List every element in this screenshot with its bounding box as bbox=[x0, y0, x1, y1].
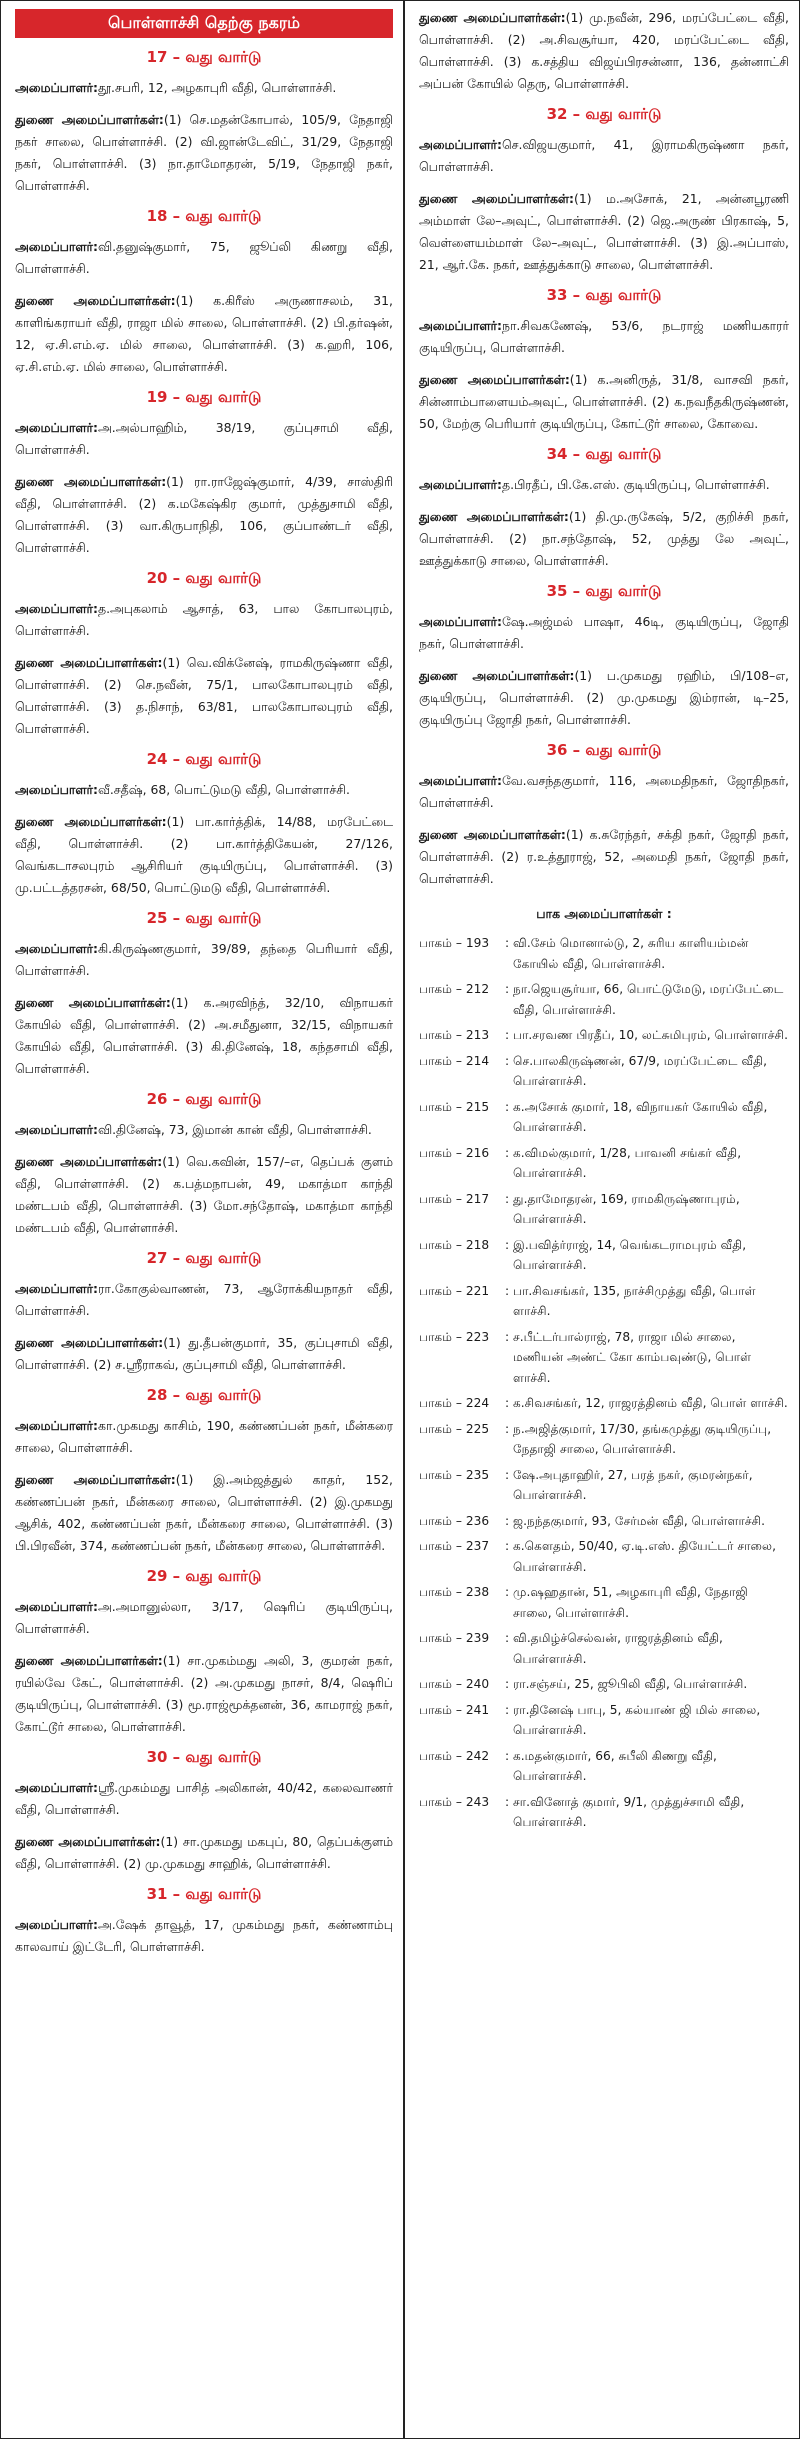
booth-colon: : bbox=[504, 1467, 510, 1482]
deputies-text: (1) சா.முகமது மகபுப், 80, தெப்பக்குளம் வீதி, பொள்ளாச்சி. (2) மு.முகமது சாஹிக், பொள்ளாச்சி. bbox=[15, 1834, 393, 1871]
ward-organizer bbox=[419, 315, 789, 359]
deputies-label: துணை அமைப்பாளர்கள்: bbox=[419, 509, 569, 524]
booth-row bbox=[419, 1393, 789, 1414]
ward-deputies bbox=[15, 811, 393, 899]
booth-number: பாகம் – 221 bbox=[419, 1283, 490, 1298]
deputies-text: (1) வெ.விக்னேஷ், ராமகிருஷ்ணா வீதி, பொள்ளாச்சி. (2) செ.நவீன், 75/1, பாலகோபாலபுரம் வீதி, பொள்ளாச்சி. (3) த.நிசாந், 63/81, பாலகோபாலபுரம் வீதி, பொள்ளாச்சி. bbox=[15, 655, 393, 736]
ward-heading: 31 – வது வார்டு bbox=[146, 1885, 262, 1903]
deputies-label: துணை அமைப்பாளர்கள்: bbox=[15, 995, 171, 1010]
booth-row bbox=[419, 933, 789, 974]
booth-organizer-text: து.தாமோதரன், 169, ராமகிருஷ்ணாபுரம், பொள்ளாச்சி. bbox=[513, 1191, 740, 1226]
deputies-text: (1) து.தீபன்குமார், 35, குப்புசாமி வீதி, பொள்ளாச்சி. (2) ச.ஸ்ரீராகவ், குப்புசாமி வீதி, பொள்ளாச்சி. bbox=[15, 1335, 393, 1372]
ward-organizer bbox=[15, 779, 393, 801]
organizer-label: அமைப்பாளர்: bbox=[15, 601, 98, 616]
ward-heading: 25 – வது வார்டு bbox=[146, 909, 262, 927]
booth-row bbox=[419, 1674, 789, 1695]
booth-row bbox=[419, 1189, 789, 1230]
ward-organizer bbox=[15, 417, 393, 461]
deputies-text: (1) செ.மதன்கோபால், 105/9, நேதாஜி நகர் சாலை, பொள்ளாச்சி. (2) வி.ஜான்டேவிட், 31/29, நேதாஜி நகர், பொள்ளாச்சி. (3) நா.தாமோதரன், 5/19, நேதாஜி நகர், பொள்ளாச்சி. bbox=[15, 112, 393, 193]
organizer-label: அமைப்பாளர்: bbox=[419, 137, 502, 152]
ward-organizer bbox=[15, 1596, 393, 1640]
ward-organizer bbox=[15, 938, 393, 982]
ward-deputies bbox=[419, 506, 789, 572]
booth-colon: : bbox=[504, 1028, 510, 1042]
ward-heading: 28 – வது வார்டு bbox=[146, 1386, 262, 1404]
organizer-label: அமைப்பாளர்: bbox=[15, 782, 98, 797]
ward-deputies bbox=[419, 369, 789, 435]
booth-colon: : bbox=[504, 1631, 510, 1645]
deputies-text: (1) க.கிரீஸ் அருணாசலம், 31, காளிங்கராயர் வீதி, ராஜா மில் சாலை, பொள்ளாச்சி. (2) பி.தர்ஷன், 12, ஏ.சி.எம்.ஏ. மில் சாலை, பொள்ளாச்சி. (3) க.ஹரி, 106, ஏ.சி.எம்.ஏ. மில் சாலை, பொள்ளாச்சி. bbox=[15, 293, 393, 374]
booth-colon: : bbox=[504, 1053, 510, 1068]
deputies-text: (1) ப.முகமது ரஹிம், பி/108–எ, குடியிருப்பு, பொள்ளாச்சி. (2) மு.முகமது இம்ரான், டி–25, குடியிருப்பு ஜோதி நகர், பொள்ளாச்சி. bbox=[419, 668, 789, 727]
booth-organizer-text: சா.வினோத் குமார், 9/1, முத்துச்சாமி வீதி, பொள்ளாச்சி. bbox=[513, 1794, 745, 1829]
ward-deputies bbox=[419, 188, 789, 276]
booth-organizer-text: பா.சிவசங்கர், 135, நாச்சிமுத்து வீதி, பொள் ளாச்சி. bbox=[513, 1283, 756, 1318]
organizer-text: ஷே.அஜ்மல் பாஷா, 46டி, குடியிருப்பு, ஜோதி நகர், பொள்ளாச்சி. bbox=[419, 614, 789, 651]
booth-organizer-text: ச.பீட்டர்பால்ராஜ், 78, ராஜா மில் சாலை, மணியன் அண்ட் கோ காம்பவுண்டு, பொள் ளாச்சி. bbox=[513, 1329, 752, 1385]
booth-colon: : bbox=[504, 1099, 510, 1114]
organizer-label: அமைப்பாளர்: bbox=[15, 1917, 98, 1932]
organizer-text: த.அபுகலாம் ஆசாத், 63, பால கோபாலபுரம், பொள்ளாச்சி. bbox=[15, 601, 393, 638]
ward-31-deputies bbox=[419, 7, 789, 95]
booth-number: பாகம் – 236 bbox=[419, 1513, 490, 1528]
booth-row bbox=[419, 1143, 789, 1184]
booth-organizer-text: பா.சரவண பிரதீப், 10, லட்சுமிபுரம், பொள்ளாச்சி. bbox=[513, 1028, 788, 1042]
booth-organizer-text: நா.ஜெயசூர்யா, 66, பொட்டுமேடு, மரப்பேட்டை வீதி, பொள்ளாச்சி. bbox=[513, 982, 784, 1017]
booth-number: பாகம் – 237 bbox=[419, 1539, 490, 1553]
ward-deputies bbox=[15, 471, 393, 559]
ward-deputies bbox=[15, 652, 393, 740]
booth-organizer-text: வி.தமிழ்ச்செல்வன், ராஜரத்தினம் வீதி, பொள்ளாச்சி. bbox=[513, 1631, 723, 1666]
booth-organizer-text: ரா.சஞ்சய், 25, ஜூபிலி வீதி, பொள்ளாச்சி. bbox=[513, 1677, 748, 1691]
deputies-text: (1) இ.அம்ஜத்துல் காதர், 152, கண்ணப்பன் நகர், மீன்கரை சாலை, பொள்ளாச்சி. (2) இ.முகமது ஆசிக், 402, கண்ணப்பன் நகர், மீன்கரை சாலை, பொள்ளாச்சி. (3) பி.பிரவீன், 374, கண்ணப்பன் நகர், மீன்கரை சாலை, பொள்ளாச்சி. bbox=[15, 1472, 393, 1553]
ward-heading: 29 – வது வார்டு bbox=[146, 1567, 262, 1585]
booth-number: பாகம் – 218 bbox=[419, 1237, 490, 1252]
booth-row bbox=[419, 1628, 789, 1669]
booth-organizer-text: க.அசோக் குமார், 18, விநாயகர் கோயில் வீதி, பொள்ளாச்சி. bbox=[513, 1099, 768, 1134]
booth-row bbox=[419, 1097, 789, 1138]
booth-colon: : bbox=[504, 1421, 510, 1436]
booth-number: பாகம் – 213 bbox=[419, 1028, 490, 1042]
organizer-label: அமைப்பாளர்: bbox=[15, 1122, 98, 1137]
organizer-text: நா.சிவகணேஷ், 53/6, நடராஜ் மணியகாரர் குடியிருப்பு, பொள்ளாச்சி. bbox=[419, 318, 789, 355]
booth-colon: : bbox=[504, 1585, 510, 1599]
booth-row bbox=[419, 1511, 789, 1532]
booth-colon: : bbox=[504, 1283, 510, 1298]
ward-heading: 27 – வது வார்டு bbox=[146, 1249, 262, 1267]
booth-colon: : bbox=[504, 1539, 510, 1553]
masthead-banner: பொள்ளாச்சி தெற்கு நகரம் bbox=[15, 9, 393, 38]
deputies-label: துணை அமைப்பாளர்கள்: bbox=[15, 474, 167, 489]
organizer-label: அமைப்பாளர்: bbox=[419, 318, 502, 333]
organizer-text: ஸ்ரீ.முகம்மது பாசித் அலிகான், 40/42, கலைவாணர் வீதி, பொள்ளாச்சி. bbox=[15, 1780, 393, 1817]
deputies-label: துணை அமைப்பாளர்கள்: bbox=[15, 293, 176, 308]
booth-colon: : bbox=[504, 1702, 510, 1717]
ward-organizer bbox=[15, 598, 393, 642]
organizer-label: அமைப்பாளர்: bbox=[419, 614, 502, 629]
booth-row bbox=[419, 1700, 789, 1741]
ward-organizer bbox=[15, 1777, 393, 1821]
deputies-text: (1) க.சுரேந்தர், சக்தி நகர், ஜோதி நகர், பொள்ளாச்சி. (2) ர.உத்தூராஜ், 52, அமைதி நகர், ஜோதி நகர், பொள்ளாச்சி. bbox=[419, 827, 789, 886]
booth-organizer-text: ந.அஜித்குமார், 17/30, தங்கமுத்து குடியிருப்பு, நேதாஜி சாலை, பொள்ளாச்சி. bbox=[513, 1421, 772, 1456]
booth-list bbox=[419, 933, 789, 1833]
booth-colon: : bbox=[504, 1513, 510, 1528]
deputies-label: துணை அமைப்பாளர்கள்: bbox=[419, 372, 570, 387]
booth-row bbox=[419, 1746, 789, 1787]
deputies-label: துணை அமைப்பாளர்கள்: bbox=[419, 191, 575, 206]
booth-row bbox=[419, 1419, 789, 1460]
ward-deputies bbox=[15, 992, 393, 1080]
ward-31-deputies-text: (1) மு.நவீன், 296, மரப்பேட்டை வீதி, பொள்ளாச்சி. (2) அ.சிவசூர்யா, 420, மரப்பேட்டை வீதி, பொள்ளாச்சி. (3) க.சத்திய விஜய்பிரசன்னா, 136, தன்னாட்சி அப்பன் கோயில் தெரு, பொள்ளாச்சி. bbox=[419, 10, 789, 91]
deputies-label: துணை அமைப்பாளர்கள்: bbox=[15, 1154, 163, 1169]
deputies-text: (1) ம.அசோக், 21, அன்னபூரணி அம்மாள் லே–அவுட், பொள்ளாச்சி. (2) ஜெ.அருண் பிரகாஷ், 5, வெள்ளையம்மாள் லே–அவுட், பொள்ளாச்சி. (3) இ.அப்பாஸ், 21, ஆர்.கே. நகர், ஊத்துக்காடு சாலை, பொள்ளாச்சி. bbox=[419, 191, 790, 272]
deputies-text: (1) பா.கார்த்திக், 14/88, மரபேட்டை வீதி, பொள்ளாச்சி. (2) பா.கார்த்திகேயன், 27/126, வெங்கடாசலபுரம் ஆசிரியர் குடியிருப்பு, பொள்ளாச்சி. (3) மு.பட்டத்தரசன், 68/50, பொட்டுமடு வீதி, பொள்ளாச்சி. bbox=[15, 814, 393, 895]
ward-organizer bbox=[15, 1914, 393, 1958]
booth-organizer-text: இ.பவித்ர்ராஜ், 14, வெங்கடராமபுரம் வீதி, பொள்ளாச்சி. bbox=[513, 1237, 747, 1272]
booth-colon: : bbox=[504, 936, 510, 950]
deputies-text: (1) சா.முகம்மது அலி, 3, குமரன் நகர், ரயில்வே கேட், பொள்ளாச்சி. (2) அ.முகமது நாசர், 8/4, ஷெரிப் குடியிருப்பு, பொள்ளாச்சி. (3) மூ.ராஜ்மூக்தனன், 36, காமராஜ் நகர், கோட்டூர் சாலை, பொள்ளாச்சி. bbox=[15, 1653, 393, 1734]
ward-deputies bbox=[15, 1650, 393, 1738]
booth-organizer-text: க.மதன்குமார், 66, சுபீலி கிணறு வீதி, பொள்ளாச்சி. bbox=[513, 1748, 717, 1783]
ward-deputies bbox=[419, 824, 789, 890]
ward-heading: 34 – வது வார்டு bbox=[546, 445, 662, 463]
booth-colon: : bbox=[504, 982, 510, 996]
organizer-label: அமைப்பாளர்: bbox=[15, 1418, 98, 1433]
ward-deputies bbox=[15, 1831, 393, 1875]
deputies-text: (1) க.அரவிந்த், 32/10, விநாயகர் கோயில் வீதி, பொள்ளாச்சி. (2) அ.சமீதுனா, 32/15, விநாயகர் கோயில் வீதி, பொள்ளாச்சி. (3) கி.தினேஷ், 18, கந்தசாமி வீதி, பொள்ளாச்சி. bbox=[15, 995, 393, 1076]
deputies-label: துணை அமைப்பாளர்கள்: bbox=[419, 668, 575, 683]
booth-number: பாகம் – 225 bbox=[419, 1421, 490, 1436]
booth-colon: : bbox=[504, 1396, 510, 1410]
booth-row bbox=[419, 1051, 789, 1092]
ward-heading: 36 – வது வார்டு bbox=[546, 741, 662, 759]
booth-organizer-text: ரா.தினேஷ் பாபு, 5, கல்யாண் ஜி மில் சாலை, பொள்ளாச்சி. bbox=[513, 1702, 761, 1737]
deputies-label: துணை அமைப்பாளர்கள்: bbox=[15, 655, 163, 670]
booth-number: பாகம் – 238 bbox=[419, 1585, 490, 1599]
deputies-text: (1) க.அனிருத், 31/8, வாசவி நகர், சின்னாம்பாளையம்அவுட், பொள்ளாச்சி. (2) க.நவநீதகிருஷ்ணன், 50, மேற்கு பெரியார் குடியிருப்பு, கோட்டூர் சாலை, கோவை. bbox=[419, 372, 789, 431]
organizer-text: த.பிரதீப், பி.கே.எஸ். குடியிருப்பு, பொள்ளாச்சி. bbox=[502, 477, 770, 492]
booth-row bbox=[419, 1327, 789, 1389]
deputies-label: துணை அமைப்பாளர்கள்: bbox=[15, 1653, 163, 1668]
ward-deputies bbox=[15, 1469, 393, 1557]
booth-number: பாகம் – 193 bbox=[419, 936, 490, 950]
organizer-text: வே.வசந்தகுமார், 116, அமைதிநகர், ஜோதிநகர், பொள்ளாச்சி. bbox=[419, 773, 789, 810]
booth-number: பாகம் – 214 bbox=[419, 1053, 490, 1068]
booth-organizer-text: வி.சேம் மொனால்டு, 2, சுரிய காளியம்மன் கோயில் வீதி, பொள்ளாச்சி. bbox=[513, 936, 749, 971]
booth-colon: : bbox=[504, 1237, 510, 1252]
booth-organizer-text: ஜ.நந்தகுமார், 93, சேர்மன் வீதி, பொள்ளாச்சி. bbox=[513, 1513, 766, 1528]
ward-organizer bbox=[15, 77, 393, 99]
deputies-label: துணை அமைப்பாளர்கள்: bbox=[15, 1472, 176, 1487]
organizer-label: அமைப்பாளர்: bbox=[15, 239, 98, 254]
ward-organizer bbox=[15, 1415, 393, 1459]
ward-organizer bbox=[419, 770, 789, 814]
booth-organizer-text: க.விமல்குமார், 1/28, பாவனி சங்கர் வீதி, பொள்ளாச்சி. bbox=[513, 1145, 742, 1180]
organizer-label: அமைப்பாளர்: bbox=[15, 80, 98, 95]
ward-heading: 32 – வது வார்டு bbox=[546, 105, 662, 123]
booth-row bbox=[419, 1465, 789, 1506]
booth-colon: : bbox=[504, 1145, 510, 1160]
organizer-text: செ.விஜயகுமார், 41, இராமகிருஷ்ணா நகர், பொள்ளாச்சி. bbox=[419, 137, 789, 174]
booth-colon: : bbox=[504, 1748, 510, 1763]
booth-number: பாகம் – 239 bbox=[419, 1631, 490, 1645]
left-ward-list bbox=[15, 48, 393, 1958]
deputies-text: (1) தி.மு.ருகேஷ், 5/2, குறிச்சி நகர், பொள்ளாச்சி. (2) நா.சந்தோஷ், 52, முத்து லே அவுட், ஊத்துக்காடு சாலை, பொள்ளாச்சி. bbox=[419, 509, 789, 568]
ward-deputies bbox=[15, 109, 393, 197]
ward-organizer bbox=[419, 134, 789, 178]
deputies-label: துணை அமைப்பாளர்கள்: bbox=[419, 827, 566, 842]
ward-heading: 18 – வது வார்டு bbox=[146, 207, 262, 225]
ward-heading: 20 – வது வார்டு bbox=[146, 569, 262, 587]
booth-row bbox=[419, 1792, 789, 1833]
organizer-text: அ.அமானுல்லா, 3/17, ஷெரிப் குடியிருப்பு, பொள்ளாச்சி. bbox=[15, 1599, 393, 1636]
organizer-text: வி.தினேஷ், 73, இமான் கான் வீதி, பொள்ளாச்சி. bbox=[98, 1122, 372, 1137]
ward-organizer bbox=[15, 1119, 393, 1141]
booth-organizers-heading: பாக அமைப்பாளர்கள் : bbox=[536, 906, 672, 921]
right-column bbox=[405, 1, 800, 2438]
booth-organizer-text: மு.ஷஹதான், 51, அழகாபுரி வீதி, நேதாஜி சாலை, பொள்ளாச்சி. bbox=[513, 1585, 748, 1620]
ward-organizer bbox=[15, 236, 393, 280]
booth-number: பாகம் – 241 bbox=[419, 1702, 490, 1717]
booth-organizer-text: ஷே.அபுதாஹிர், 27, பரத் நகர், குமரன்நகர், பொள்ளாச்சி. bbox=[513, 1467, 753, 1502]
booth-number: பாகம் – 240 bbox=[419, 1677, 490, 1691]
booth-organizer-text: க.கௌதம், 50/40, ஏ.டி.எஸ். தியேட்டர் சாலை, பொள்ளாச்சி. bbox=[513, 1539, 776, 1574]
deputies-text: (1) வெ.கவின், 157/–எ, தெப்பக் குளம் வீதி, பொள்ளாச்சி. (2) க.பத்மநாபன், 49, மகாத்மா காந்தி மண்டபம் வீதி, பொள்ளாச்சி. (3) மோ.சந்தோஷ், மகாத்மா காந்தி மண்டபம் வீதி, பொள்ளாச்சி. bbox=[15, 1154, 393, 1235]
ward-deputies bbox=[419, 665, 789, 731]
organizer-text: ரா.கோகுல்வாணன், 73, ஆரோக்கியநாதர் வீதி, பொள்ளாச்சி. bbox=[15, 1281, 393, 1318]
booth-row bbox=[419, 1025, 789, 1046]
booth-row bbox=[419, 1582, 789, 1623]
ward-heading: 30 – வது வார்டு bbox=[146, 1748, 262, 1766]
deputies-label: துணை அமைப்பாளர்கள்: bbox=[419, 10, 566, 25]
organizer-text: தூ.சபரி, 12, அழகாபுரி வீதி, பொள்ளாச்சி. bbox=[98, 80, 337, 95]
organizer-label: அமைப்பாளர்: bbox=[15, 1281, 98, 1296]
deputies-label: துணை அமைப்பாளர்கள்: bbox=[15, 814, 167, 829]
booth-colon: : bbox=[504, 1677, 510, 1691]
organizer-text: வி.தனுஷ்குமார், 75, ஜூப்லி கிணறு வீதி, பொள்ளாச்சி. bbox=[15, 239, 393, 276]
booth-organizer-text: செ.பாலகிருஷ்ணன், 67/9, மரப்பேட்டை வீதி, பொள்ளாச்சி. bbox=[513, 1053, 767, 1088]
right-ward-list bbox=[419, 105, 789, 890]
booth-row bbox=[419, 1235, 789, 1276]
ward-heading: 26 – வது வார்டு bbox=[146, 1090, 262, 1108]
organizer-text: அ.ஷேக் தாவூத், 17, முகம்மது நகர், கண்ணாம்பு காலவாய் இட்டேரி, பொள்ளாச்சி. bbox=[15, 1917, 393, 1954]
deputies-label: துணை அமைப்பாளர்கள்: bbox=[15, 1834, 161, 1849]
booth-colon: : bbox=[504, 1794, 510, 1809]
deputies-label: துணை அமைப்பாளர்கள்: bbox=[15, 1335, 164, 1350]
booth-number: பாகம் – 216 bbox=[419, 1145, 490, 1160]
deputies-label: துணை அமைப்பாளர்கள்: bbox=[15, 112, 164, 127]
booth-number: பாகம் – 215 bbox=[419, 1099, 490, 1114]
ward-heading: 35 – வது வார்டு bbox=[546, 582, 662, 600]
ward-heading: 24 – வது வார்டு bbox=[146, 750, 262, 768]
organizer-label: அமைப்பாளர்: bbox=[15, 941, 98, 956]
booth-number: பாகம் – 235 bbox=[419, 1467, 490, 1482]
organizer-text: கி.கிருஷ்ணகுமார், 39/89, தந்தை பெரியார் வீதி, பொள்ளாச்சி. bbox=[15, 941, 393, 978]
booth-row bbox=[419, 1281, 789, 1322]
booth-row bbox=[419, 1536, 789, 1577]
booth-number: பாகம் – 223 bbox=[419, 1329, 490, 1344]
booth-number: பாகம் – 224 bbox=[419, 1396, 490, 1410]
booth-colon: : bbox=[504, 1191, 510, 1206]
organizer-label: அமைப்பாளர்: bbox=[419, 773, 502, 788]
organizer-text: அ.அல்பாஹிம், 38/19, குப்புசாமி வீதி, பொள்ளாச்சி. bbox=[15, 420, 393, 457]
ward-deputies bbox=[15, 1151, 393, 1239]
ward-organizer bbox=[419, 611, 789, 655]
organizer-label: அமைப்பாளர்: bbox=[15, 1599, 98, 1614]
booth-organizer-text: க.சிவசங்கர், 12, ராஜரத்தினம் வீதி, பொள் ளாச்சி. bbox=[513, 1396, 788, 1410]
booth-row bbox=[419, 979, 789, 1020]
organizer-text: வீ.சதீஷ், 68, பொட்டுமடு வீதி, பொள்ளாச்சி. bbox=[98, 782, 350, 797]
deputies-text: (1) ரா.ராஜேஷ்குமார், 4/39, சாஸ்திரி வீதி, பொள்ளாச்சி. (2) க.மகேஷ்கிர குமார், முத்துசாமி வீதி, பொள்ளாச்சி. (3) வா.கிருபாநிதி, 106, குப்பாண்டர் வீதி, பொள்ளாச்சி. bbox=[15, 474, 393, 555]
booth-number: பாகம் – 217 bbox=[419, 1191, 490, 1206]
organizer-label: அமைப்பாளர்: bbox=[15, 420, 98, 435]
left-column bbox=[1, 1, 403, 2438]
ward-organizer bbox=[15, 1278, 393, 1322]
ward-heading: 19 – வது வார்டு bbox=[146, 388, 262, 406]
organizer-label: அமைப்பாளர்: bbox=[15, 1780, 98, 1795]
ward-organizer bbox=[419, 474, 789, 496]
booth-colon: : bbox=[504, 1329, 510, 1344]
ward-deputies bbox=[15, 290, 393, 378]
organizer-text: கா.முகமது காசிம், 190, கண்ணப்பன் நகர், மீன்கரை சாலை, பொள்ளாச்சி. bbox=[15, 1418, 393, 1455]
ward-deputies bbox=[15, 1332, 393, 1376]
ward-heading: 17 – வது வார்டு bbox=[146, 48, 262, 66]
booth-number: பாகம் – 243 bbox=[419, 1794, 490, 1809]
booth-number: பாகம் – 212 bbox=[419, 982, 490, 996]
organizer-label: அமைப்பாளர்: bbox=[419, 477, 502, 492]
booth-number: பாகம் – 242 bbox=[419, 1748, 490, 1763]
ward-heading: 33 – வது வார்டு bbox=[546, 286, 662, 304]
